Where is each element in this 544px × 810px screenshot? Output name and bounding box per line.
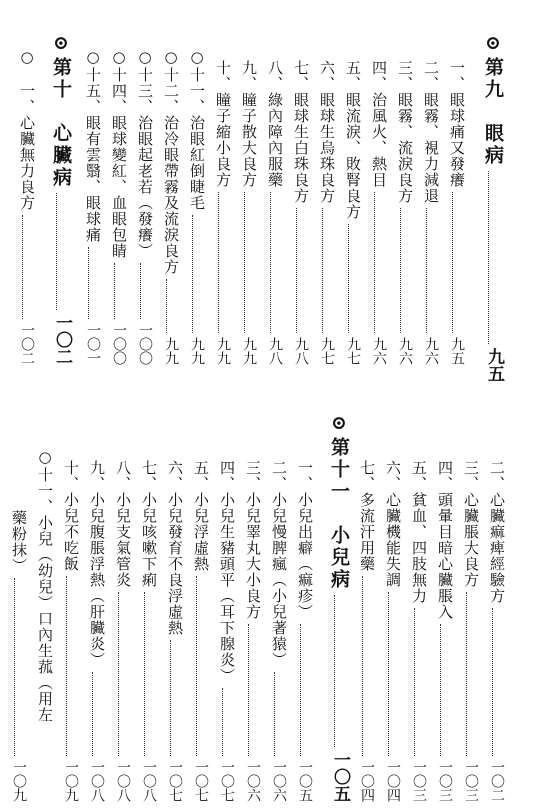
toc-entry (236, 60, 256, 365)
top-section (0, 0, 544, 390)
toc-entry (262, 60, 282, 365)
bottom-section (0, 400, 544, 810)
page-number: 一〇五 (330, 751, 350, 802)
entry-title: 三、小兒睪丸大小良方 (244, 460, 262, 620)
entry-title: 八、小兒支氣管炎 (114, 460, 132, 588)
toc-entry (366, 60, 386, 365)
page-number: 一〇六 (245, 760, 261, 802)
page-number: 九五 (449, 337, 465, 365)
chapter-title: ⊙第九 眼病 (482, 32, 504, 167)
dot-leader (322, 208, 323, 333)
chapter-heading (46, 32, 70, 365)
dot-leader (440, 624, 441, 756)
entry-title: ○十一、小兒（幼兒）口內生菰（用左 (36, 448, 54, 723)
toc-entry (106, 48, 126, 365)
dot-leader (170, 640, 171, 756)
toc-entry (432, 460, 452, 802)
page-number: 一〇〇 (137, 323, 153, 365)
dot-leader (88, 247, 89, 319)
entry-title: 六、眼球生烏珠良方 (318, 60, 336, 204)
page-number: 九七 (345, 337, 361, 365)
dot-leader (414, 608, 415, 756)
dot-leader (192, 215, 193, 333)
toc-entry (6, 510, 26, 802)
entry-title: ○十五、眼有雲翳、眼球痛 (84, 48, 102, 243)
chapter-title: ⊙第十 心臟病 (50, 32, 72, 189)
dot-leader (118, 592, 119, 756)
toc-entry (110, 460, 130, 802)
dot-leader (270, 192, 271, 333)
page-number: 一〇五 (297, 760, 313, 802)
entry-title: 四、治風火、熱目 (370, 60, 388, 188)
entry-title: 六、心臟機能失調 (384, 460, 402, 588)
page-number: 一〇二 (19, 323, 35, 365)
entry-title: 九、瞳子散大良方 (240, 60, 258, 188)
entry-title: 五、小兒浮虛熱 (192, 460, 210, 572)
toc-entry (314, 60, 334, 365)
page-number: 一〇九 (11, 760, 27, 802)
entry-title: ○十二、治冷眼帶霧及流淚良方 (162, 48, 180, 275)
entry-title: 六、小兒發育不良浮虛熱 (166, 460, 184, 636)
entry-title: 七、小兒咳嗽下痢 (140, 460, 158, 588)
toc-entry (214, 460, 234, 802)
toc-entry (210, 60, 230, 365)
page-number: 一〇六 (271, 760, 287, 802)
toc-entry (32, 448, 52, 802)
page-number: 一〇八 (115, 760, 131, 802)
dot-leader (248, 624, 249, 756)
page-number: 一〇七 (167, 760, 183, 802)
dot-leader (300, 624, 301, 756)
dot-leader (140, 263, 141, 319)
dot-leader (196, 576, 197, 756)
toc-entry (406, 460, 426, 802)
page-number: 一〇二 (52, 314, 72, 365)
entry-title: 七、眼球生白珠良方 (292, 60, 310, 204)
page-number: 一〇三 (437, 760, 453, 802)
toc-entry (340, 60, 360, 365)
page-number: 一〇三 (463, 760, 479, 802)
toc-entry (188, 460, 208, 802)
page-number: 九八 (267, 337, 283, 365)
entry-title: 八、綠內障內服藥 (266, 60, 284, 188)
entry-title: 二、眼霧、視力減退 (422, 60, 440, 204)
page-number: 九九 (163, 337, 179, 365)
dot-leader (218, 192, 219, 333)
entry-title: 七、多流汗用藥 (358, 460, 376, 572)
dot-leader (374, 192, 375, 333)
entry-title: 九、小兒腹脹浮熱（肝臟炎） (88, 460, 106, 668)
toc-entry (392, 60, 412, 365)
entry-title: 一、眼球痛又發癢 (448, 60, 466, 188)
page-number: 一〇三 (411, 760, 427, 802)
dot-leader (452, 192, 453, 333)
page-number: 一〇一 (85, 323, 101, 365)
dot-leader (362, 576, 363, 756)
entry-title: ○十四、眼球變紅、血眼包睛 (110, 48, 128, 259)
dot-leader (274, 672, 275, 756)
dot-leader (492, 608, 493, 756)
page-number: 九七 (319, 337, 335, 365)
dot-leader (66, 576, 67, 756)
page-number: 一〇八 (141, 760, 157, 802)
toc-entry (84, 460, 104, 802)
entry-title: 十、小兒不吃飯 (62, 460, 80, 572)
page-number: 九八 (293, 337, 309, 365)
page-number: 一〇二 (489, 760, 505, 802)
toc-entry (158, 48, 178, 365)
toc-entry (136, 460, 156, 802)
dot-leader (426, 208, 427, 333)
dot-leader (222, 688, 223, 756)
page-number: 九五 (484, 348, 504, 382)
entry-title: 四、頭暈目暗心臟脹入 (436, 460, 454, 620)
toc-entry (354, 460, 374, 802)
toc-entry (132, 48, 152, 365)
toc-entry (162, 460, 182, 802)
dot-leader (56, 193, 57, 310)
dot-leader (144, 592, 145, 756)
dot-leader (244, 192, 245, 333)
page-number: 九六 (397, 337, 413, 365)
toc-entry (458, 460, 478, 802)
dot-leader (334, 595, 335, 747)
entry-title: 四、小兒生豬頭平（耳下腺炎） (218, 460, 236, 684)
entry-title: 二、心臟痲痺經驗方 (488, 460, 506, 604)
entry-title: 五、眼流淚、敗腎良方 (344, 60, 362, 220)
dot-leader (466, 592, 467, 756)
page-number: 九九 (241, 337, 257, 365)
dot-leader (114, 263, 115, 319)
page-number: 九六 (423, 337, 439, 365)
entry-title: ○十三、治眼起老若（發癢） (136, 48, 154, 259)
dot-leader (296, 208, 297, 333)
entry-title: 藥粉抹） (10, 510, 28, 574)
toc-entry (444, 60, 464, 365)
toc-entry (380, 460, 400, 802)
entry-title: 二、小兒慢脾瘋（小兒著猿） (270, 460, 288, 668)
toc-entry (184, 48, 204, 365)
dot-leader (348, 224, 349, 333)
chapter-heading (478, 32, 502, 382)
dot-leader (400, 208, 401, 333)
dot-leader (92, 672, 93, 756)
page-number: 一〇七 (193, 760, 209, 802)
entry-title: 五、貧血、四肢無力 (410, 460, 428, 604)
page-number: 九六 (371, 337, 387, 365)
dot-leader (388, 592, 389, 756)
dot-leader (22, 215, 23, 319)
page-number: 一〇八 (89, 760, 105, 802)
chapter-heading (324, 412, 348, 802)
dot-leader (488, 171, 489, 344)
toc-entry (292, 460, 312, 802)
toc-entry (266, 460, 286, 802)
entry-title: 三、眼霧、流淚良方 (396, 60, 414, 204)
dot-leader (14, 578, 15, 756)
entry-title: ○十一、治眼紅倒睫毛 (188, 48, 206, 211)
toc-entry (240, 460, 260, 802)
page-number: 九九 (189, 337, 205, 365)
page-number: 一〇四 (385, 760, 401, 802)
entry-title: 一、小兒出癖（痲疹） (296, 460, 314, 620)
entry-title: ○ 一、心臟無力良方 (18, 48, 36, 211)
chapter-title: ⊙第十一 小兒病 (328, 412, 350, 591)
entry-title: 三、心臟脹大良方 (462, 460, 480, 588)
toc-entry (80, 48, 100, 365)
page-number: 一〇四 (359, 760, 375, 802)
toc-entry (58, 460, 78, 802)
page-number: 一〇九 (63, 760, 79, 802)
page-number: 一〇〇 (111, 323, 127, 365)
toc-entry (14, 48, 34, 365)
toc-entry (288, 60, 308, 365)
page-number: 一〇七 (219, 760, 235, 802)
toc-entry (484, 460, 504, 802)
toc-entry (418, 60, 438, 365)
entry-title: 十、瞳子縮小良方 (214, 60, 232, 188)
page-number: 九九 (215, 337, 231, 365)
dot-leader (166, 279, 167, 333)
